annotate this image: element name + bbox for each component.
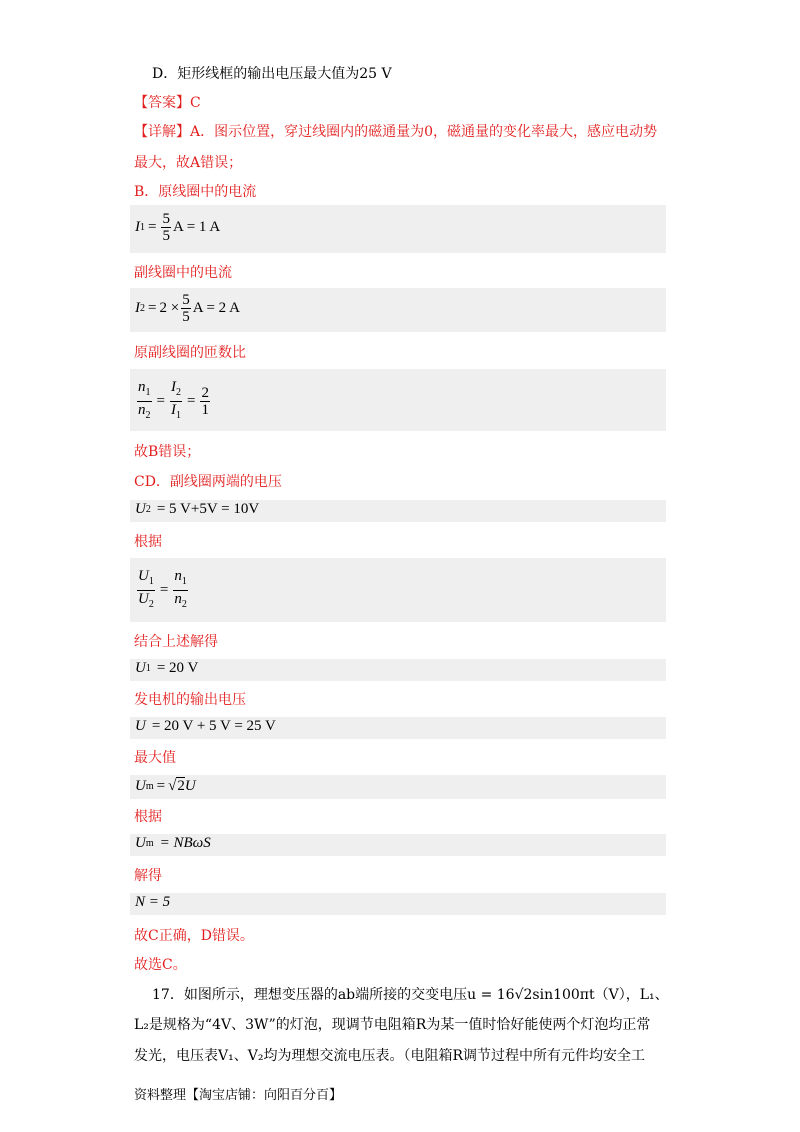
combine-label: 结合上述解得	[134, 634, 218, 650]
equation-u1: U 1 = 20 V	[130, 659, 666, 681]
question-17-line-3: 发光，电压表V₁、V₂均为理想交流电压表。（电阻箱R调节过程中所有元件均安全工	[134, 1048, 645, 1064]
cd-intro: CD．副线圈两端的电压	[134, 474, 282, 490]
basis-label-1: 根据	[134, 534, 162, 550]
question-17-line-1: 17．如图所示，理想变压器的ab端所接的交变电压u = 16√2sin100πt（V），L₁、	[152, 987, 669, 1003]
equation-i1: I 1 = $\frac{5}{5}$ A = 1 A	[130, 205, 666, 253]
max-value-label: 最大值	[134, 750, 176, 766]
turns-ratio-label: 原副线圈的匝数比	[134, 345, 246, 361]
equation-um-nbws: U m = NBωS	[130, 834, 666, 856]
equation-um-root: U m = √ 2 U	[130, 775, 666, 799]
choose-answer: 故选C。	[134, 957, 187, 973]
solve-label: 解得	[134, 868, 162, 884]
equation-u: U = 20 V + 5 V = 25 V	[130, 717, 666, 739]
equation-n: N = 5	[130, 893, 666, 915]
detail-line-1: 【详解】A．图示位置，穿过线圈内的磁通量为0，磁通量的变化率最大，感应电动势	[134, 124, 658, 140]
equation-voltage-ratio: $\frac{U_1}{U_2}$ = $\frac{n_1}{n_2}$	[130, 558, 666, 622]
equation-turns-ratio: $\frac{n_1}{n_2}$ = $\frac{I_2}{I_1}$ = $\frac{2}{1}$	[130, 369, 666, 431]
equation-i2: I 2 = 2 × $\frac{5}{5}$ A = 2 A	[130, 288, 666, 332]
secondary-current-label: 副线圈中的电流	[134, 265, 232, 281]
equation-u2: U 2 = 5 V+5V = 10V	[130, 500, 666, 522]
b-intro: B．原线圈中的电流	[134, 184, 257, 200]
detail-line-2: 最大，故A错误；	[134, 155, 243, 171]
option-d: D．矩形线框的输出电压最大值为25 V	[152, 66, 392, 82]
answer-label: 【答案】C	[134, 95, 201, 111]
basis-label-2: 根据	[134, 809, 162, 825]
b-wrong: 故B错误；	[134, 444, 201, 460]
generator-output-label: 发电机的输出电压	[134, 692, 246, 708]
question-17-line-2: L₂是规格为“4V、3W”的灯泡，现调节电阻箱R为某一值时恰好能使两个灯泡均正常	[134, 1017, 651, 1033]
c-correct: 故C正确，D错误。	[134, 928, 254, 944]
page-footer: 资料整理【淘宝店铺：向阳百分百】	[134, 1088, 343, 1103]
